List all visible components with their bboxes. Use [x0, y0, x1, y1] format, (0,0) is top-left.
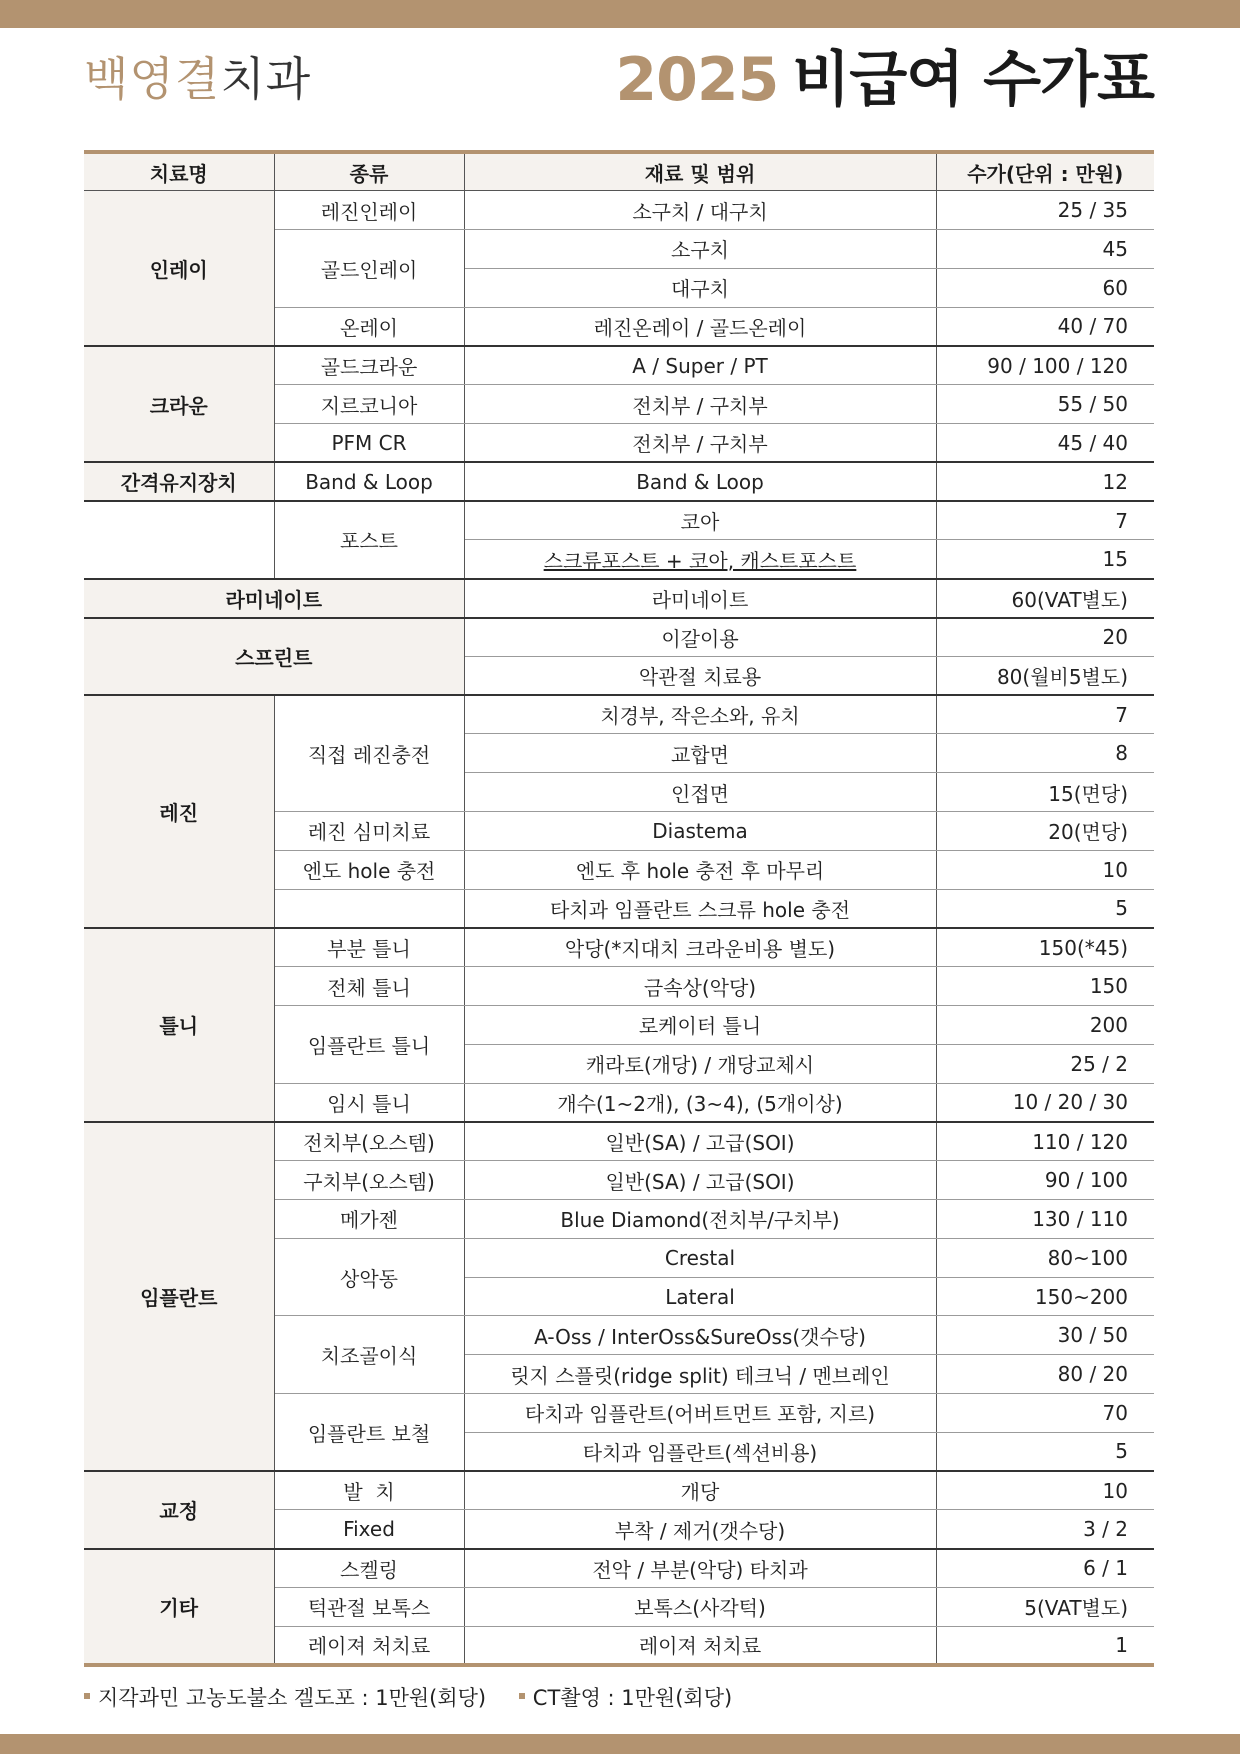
- type-cell: Fixed: [274, 1510, 464, 1549]
- price-cell: 5: [936, 889, 1154, 928]
- price-cell: 6 / 1: [936, 1549, 1154, 1588]
- material-cell: 일반(SA) / 고급(SOI): [464, 1122, 936, 1161]
- price-cell: 10: [936, 850, 1154, 889]
- footnote-item: [84, 1682, 486, 1712]
- material-cell: Diastema: [464, 812, 936, 851]
- type-cell: 임플란트 보철: [274, 1394, 464, 1472]
- price-cell: 20(면당): [936, 812, 1154, 851]
- footnote-item: [519, 1682, 732, 1712]
- price-cell: 60(VAT별도): [936, 579, 1154, 618]
- price-cell: 40 / 70: [936, 307, 1154, 346]
- material-cell: 부착 / 제거(갯수당): [464, 1510, 936, 1549]
- material-cell: 금속상(악당): [464, 967, 936, 1006]
- table-row: [84, 928, 1154, 967]
- type-cell: 레진 심미치료: [274, 812, 464, 851]
- material-cell: 타치과 임플란트(섹션비용): [464, 1432, 936, 1471]
- clinic-name-suffix: 치과: [220, 52, 312, 106]
- price-cell: 1: [936, 1626, 1154, 1665]
- top-accent-bar: [0, 0, 1240, 28]
- type-cell: 포스트: [274, 501, 464, 579]
- type-cell: PFM CR: [274, 424, 464, 463]
- column-header-price: 수가(단위 : 만원): [936, 152, 1154, 191]
- category-cell: 임플란트: [84, 1122, 274, 1471]
- price-cell: 10: [936, 1471, 1154, 1510]
- table-row: [84, 618, 1154, 657]
- price-cell: 45: [936, 230, 1154, 269]
- price-cell: 7: [936, 695, 1154, 734]
- price-cell: 200: [936, 1006, 1154, 1045]
- price-cell: 150(*45): [936, 928, 1154, 967]
- price-cell: 30 / 50: [936, 1316, 1154, 1355]
- category-cell: 교정: [84, 1471, 274, 1549]
- column-header-treatment: 치료명: [84, 152, 274, 191]
- material-cell: 레이져 처치료: [464, 1626, 936, 1665]
- type-cell: 상악동: [274, 1238, 464, 1316]
- material-cell: 일반(SA) / 고급(SOI): [464, 1161, 936, 1200]
- type-cell: [274, 889, 464, 928]
- bullet-square-icon: [84, 1693, 90, 1699]
- material-cell: 교합면: [464, 734, 936, 773]
- price-cell: 80 / 20: [936, 1355, 1154, 1394]
- type-cell: 스켈링: [274, 1549, 464, 1588]
- footnote-text: 지각과민 고농도불소 겔도포 : 1만원(회당): [98, 1686, 487, 1710]
- type-cell: 임플란트 틀니: [274, 1006, 464, 1084]
- table-row: [84, 346, 1154, 385]
- table-row: [84, 695, 1154, 734]
- material-cell: 코아: [464, 501, 936, 540]
- material-cell: Crestal: [464, 1238, 936, 1277]
- price-cell: 130 / 110: [936, 1200, 1154, 1239]
- price-cell: 8: [936, 734, 1154, 773]
- title-text: 비급여 수가표: [792, 45, 1154, 115]
- price-cell: 5: [936, 1432, 1154, 1471]
- category-cell: 인레이: [84, 191, 274, 346]
- price-cell: 60: [936, 268, 1154, 307]
- material-cell: 인접면: [464, 773, 936, 812]
- type-cell: 골드크라운: [274, 346, 464, 385]
- type-cell: 지르코니아: [274, 385, 464, 424]
- material-cell: A-Oss / InterOss&SureOss(갯수당): [464, 1316, 936, 1355]
- material-cell: 전악 / 부분(악당) 타치과: [464, 1549, 936, 1588]
- price-cell: 3 / 2: [936, 1510, 1154, 1549]
- price-cell: 7: [936, 501, 1154, 540]
- table-header-row: [84, 152, 1154, 191]
- material-cell: Band & Loop: [464, 462, 936, 501]
- material-cell: 스크류포스트 + 코아, 캐스트포스트: [464, 540, 936, 579]
- price-cell: 5(VAT별도): [936, 1587, 1154, 1626]
- column-header-type: 종류: [274, 152, 464, 191]
- material-cell: 소구치: [464, 230, 936, 269]
- type-cell: 임시 틀니: [274, 1083, 464, 1122]
- bottom-accent-bar: [0, 1734, 1240, 1754]
- material-cell: 라미네이트: [464, 579, 936, 618]
- price-cell: 15: [936, 540, 1154, 579]
- category-cell: 기타: [84, 1549, 274, 1665]
- table-row: [84, 501, 1154, 540]
- material-cell: Blue Diamond(전치부/구치부): [464, 1200, 936, 1239]
- price-cell: 80(월비5별도): [936, 656, 1154, 695]
- type-cell: 직접 레진충전: [274, 695, 464, 811]
- category-cell: 틀니: [84, 928, 274, 1122]
- material-cell: 릿지 스플릿(ridge split) 테크닉 / 멘브레인: [464, 1355, 936, 1394]
- column-header-material: 재료 및 범위: [464, 152, 936, 191]
- material-cell: Lateral: [464, 1277, 936, 1316]
- price-cell: 55 / 50: [936, 385, 1154, 424]
- material-cell: 악관절 치료용: [464, 656, 936, 695]
- price-cell: 90 / 100: [936, 1161, 1154, 1200]
- price-cell: 45 / 40: [936, 424, 1154, 463]
- price-cell: 70: [936, 1394, 1154, 1433]
- price-cell: 150~200: [936, 1277, 1154, 1316]
- type-cell: 온레이: [274, 307, 464, 346]
- page-title: [615, 45, 1154, 115]
- title-year: 2025: [615, 45, 779, 115]
- material-cell: 캐라토(개당) / 개당교체시: [464, 1044, 936, 1083]
- type-cell: 골드인레이: [274, 230, 464, 308]
- category-cell: 스프린트: [84, 618, 464, 696]
- type-cell: 레이져 처치료: [274, 1626, 464, 1665]
- material-cell: A / Super / PT: [464, 346, 936, 385]
- price-cell: 80~100: [936, 1238, 1154, 1277]
- type-cell: 레진인레이: [274, 191, 464, 230]
- table-row: [84, 579, 1154, 618]
- price-table: [84, 150, 1154, 1667]
- footnotes: [84, 1682, 758, 1712]
- table-row: [84, 191, 1154, 230]
- table-row: [84, 462, 1154, 501]
- material-cell: 타치과 임플란트 스크류 hole 충전: [464, 889, 936, 928]
- footnote-text: CT촬영 : 1만원(회당): [532, 1686, 733, 1710]
- type-cell: 전체 틀니: [274, 967, 464, 1006]
- clinic-name-accent: 백영결: [84, 52, 221, 106]
- material-cell: 치경부, 작은소와, 유치: [464, 695, 936, 734]
- price-cell: 90 / 100 / 120: [936, 346, 1154, 385]
- price-cell: 110 / 120: [936, 1122, 1154, 1161]
- price-cell: 20: [936, 618, 1154, 657]
- material-cell: 악당(*지대치 크라운비용 별도): [464, 928, 936, 967]
- price-cell: 10 / 20 / 30: [936, 1083, 1154, 1122]
- material-cell: 타치과 임플란트(어버트먼트 포함, 지르): [464, 1394, 936, 1433]
- material-cell: 보톡스(사각턱): [464, 1587, 936, 1626]
- type-cell: 구치부(오스템): [274, 1161, 464, 1200]
- type-cell: 발 치: [274, 1471, 464, 1510]
- material-cell: 개당: [464, 1471, 936, 1510]
- type-cell: 전치부(오스템): [274, 1122, 464, 1161]
- type-cell: 엔도 hole 충전: [274, 850, 464, 889]
- category-cell: 레진: [84, 695, 274, 928]
- category-cell: [84, 501, 274, 579]
- type-cell: 치조골이식: [274, 1316, 464, 1394]
- price-cell: 150: [936, 967, 1154, 1006]
- bullet-square-icon: [519, 1693, 525, 1699]
- table-row: [84, 1471, 1154, 1510]
- category-cell: 간격유지장치: [84, 462, 274, 501]
- category-cell: 크라운: [84, 346, 274, 462]
- material-cell: 레진온레이 / 골드온레이: [464, 307, 936, 346]
- type-cell: 메가젠: [274, 1200, 464, 1239]
- material-cell: 소구치 / 대구치: [464, 191, 936, 230]
- material-cell: 엔도 후 hole 충전 후 마무리: [464, 850, 936, 889]
- type-cell: 부분 틀니: [274, 928, 464, 967]
- clinic-name: [84, 52, 312, 106]
- material-cell: 전치부 / 구치부: [464, 385, 936, 424]
- price-cell: 25 / 35: [936, 191, 1154, 230]
- material-cell: 대구치: [464, 268, 936, 307]
- category-cell: 라미네이트: [84, 579, 464, 618]
- material-cell: 이갈이용: [464, 618, 936, 657]
- price-cell: 25 / 2: [936, 1044, 1154, 1083]
- type-cell: 턱관절 보톡스: [274, 1587, 464, 1626]
- type-cell: Band & Loop: [274, 462, 464, 501]
- material-cell: 전치부 / 구치부: [464, 424, 936, 463]
- material-cell: 개수(1~2개), (3~4), (5개이상): [464, 1083, 936, 1122]
- price-cell: 12: [936, 462, 1154, 501]
- price-cell: 15(면당): [936, 773, 1154, 812]
- material-cell: 로케이터 틀니: [464, 1006, 936, 1045]
- table-row: [84, 1549, 1154, 1588]
- table-row: [84, 1122, 1154, 1161]
